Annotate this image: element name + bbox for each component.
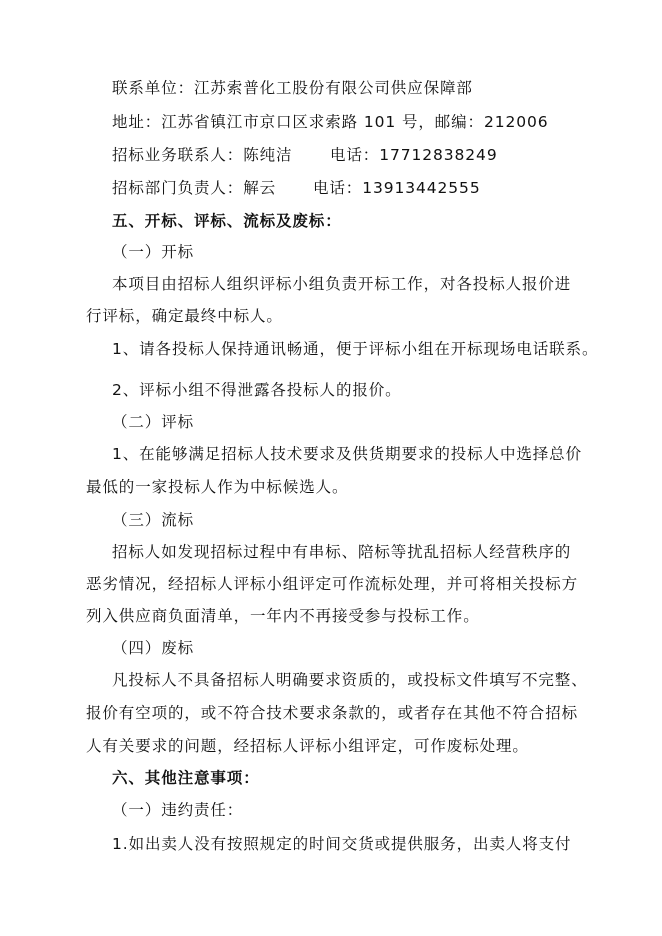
paragraph-line: 列入供应商负面清单，一年内不再接受参与投标工作。 (86, 607, 480, 625)
paragraph-line: 招标人如发现招标过程中有串标、陪标等扰乱招标人经营秩序的 (112, 543, 572, 561)
paragraph-line: 2、评标小组不得泄露各投标人的报价。 (112, 381, 402, 399)
paragraph-line: 恶劣情况，经招标人评标小组评定可作流标处理，并可将相关投标方 (86, 575, 579, 593)
paragraph-line: 1、在能够满足招标人技术要求及供货期要求的投标人中选择总价 (112, 445, 582, 463)
paragraph-line: 最低的一家投标人作为中标候选人。 (86, 478, 349, 496)
evaluation-heading: （二）评标 (112, 413, 195, 431)
paragraph-line: 凡投标人不具备招标人明确要求资质的，或投标文件填写不完整、 (112, 671, 588, 689)
paragraph-line: 本项目由招标人组织评标小组负责开标工作，对各投标人报价进 (112, 275, 572, 293)
breach-heading: （一）违约责任： (112, 801, 244, 819)
dept-phone: 电话：13913442555 (313, 179, 481, 197)
paragraph-line: 1.如出卖人没有按照规定的时间交货或提供服务，出卖人将支付 (112, 835, 572, 853)
contact-address: 地址：江苏省镇江市京口区求索路 101 号，邮编：212006 (112, 113, 549, 131)
contact-unit: 联系单位：江苏索普化工股份有限公司供应保障部 (112, 79, 473, 97)
invalid-heading: （四）废标 (112, 639, 195, 657)
failed-heading: （三）流标 (112, 511, 195, 529)
paragraph-line: 1、请各投标人保持通讯畅通，便于评标小组在开标现场电话联系。 (112, 340, 599, 358)
business-contact: 招标业务联系人：陈纯洁 (112, 146, 293, 164)
paragraph-line: 报价有空项的，或不符合技术要求条款的，或者存在其他不符合招标 (86, 704, 579, 722)
dept-head: 招标部门负责人：解云 (112, 179, 277, 197)
section5-title: 五、开标、评标、流标及废标： (112, 212, 342, 230)
paragraph-line: 行评标，确定最终中标人。 (86, 307, 283, 325)
opening-heading: （一）开标 (112, 243, 195, 261)
paragraph-line: 人有关要求的问题，经招标人评标小组评定，可作废标处理。 (86, 737, 529, 755)
business-phone: 电话：17712838249 (330, 146, 498, 164)
section6-title: 六、其他注意事项： (112, 769, 260, 787)
